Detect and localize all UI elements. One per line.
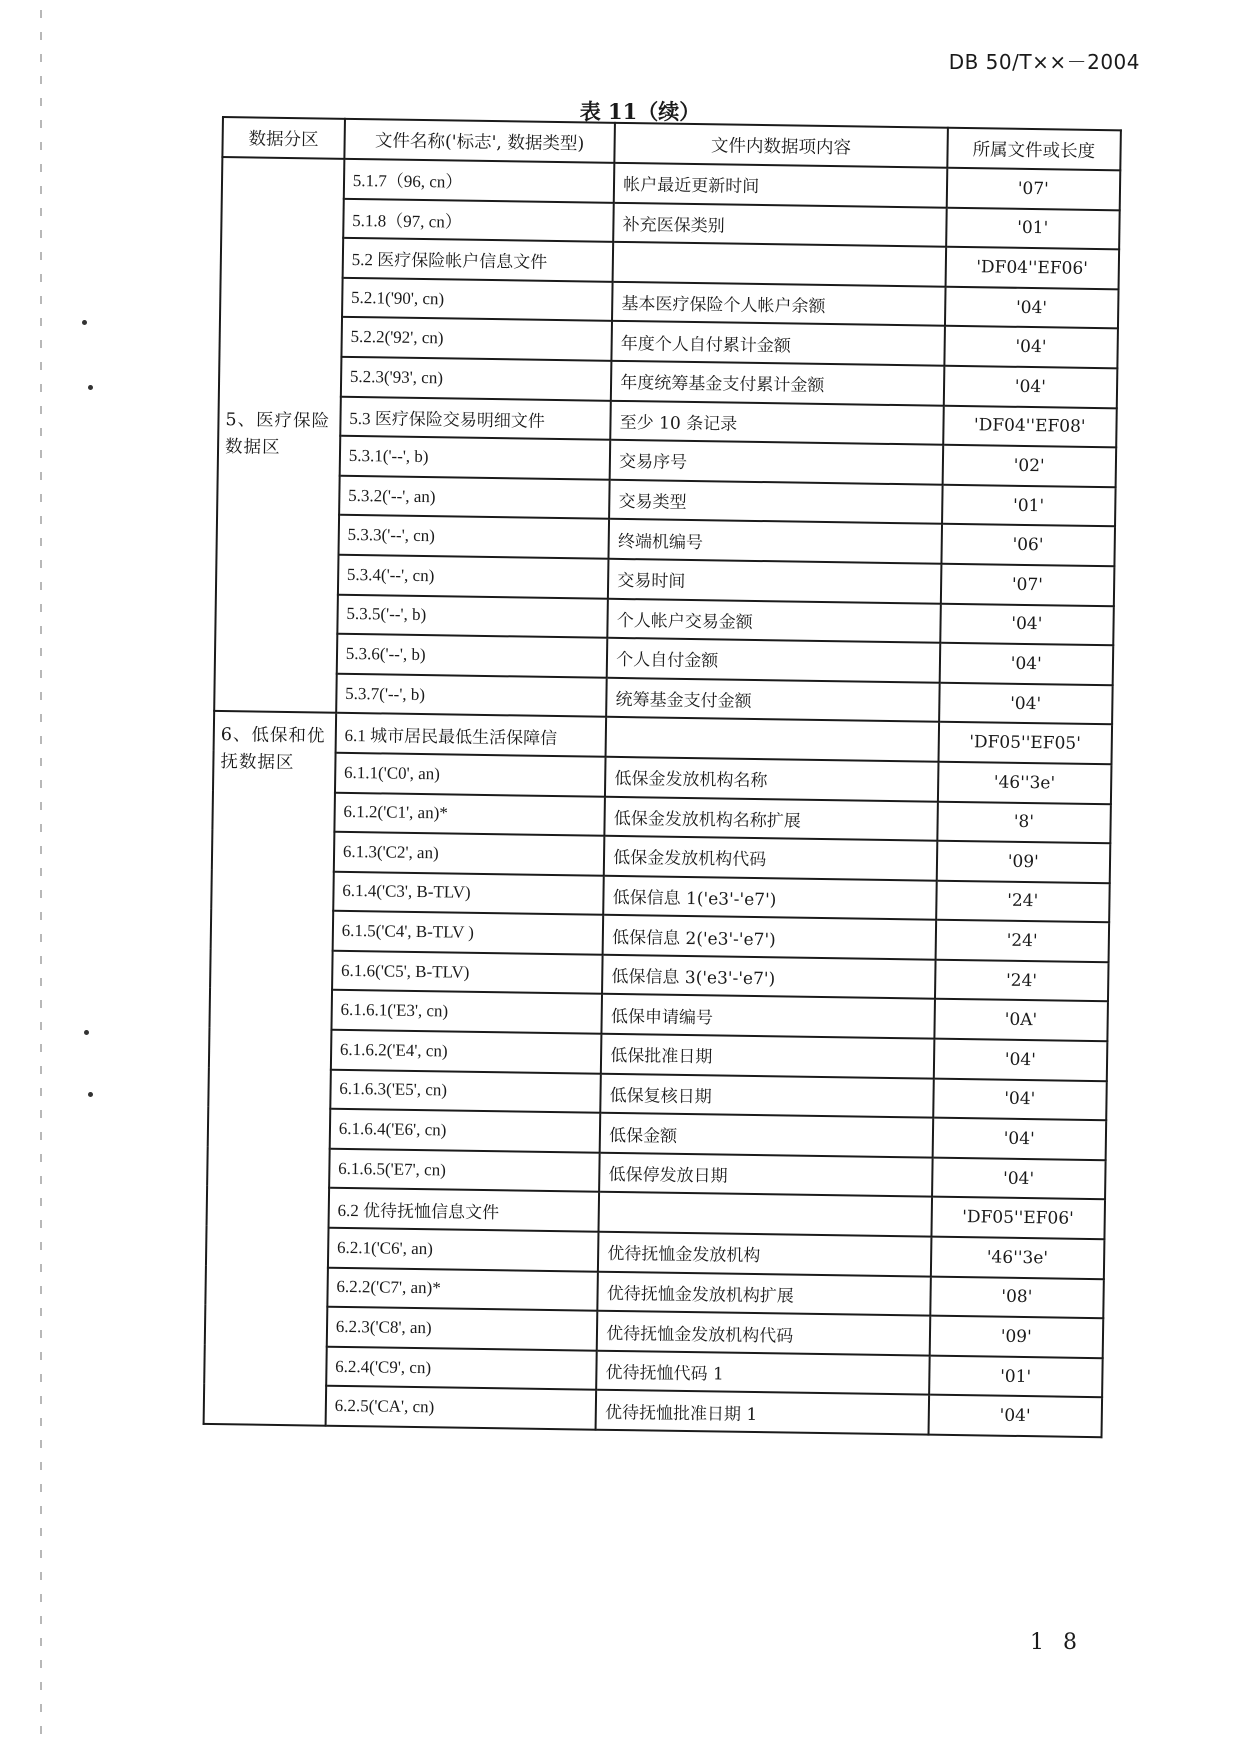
margin-dot (40, 1000, 42, 1008)
margin-dot (40, 1506, 42, 1514)
margin-dot (40, 670, 42, 678)
length-cell: '07' (940, 564, 1114, 606)
margin-dot (40, 296, 42, 304)
margin-dot (40, 362, 42, 370)
margin-dot (40, 1110, 42, 1118)
margin-dot (40, 1484, 42, 1492)
margin-dot (40, 1374, 42, 1382)
margin-dot (40, 252, 42, 260)
content-cell: 低保信息 2('e3'-'e7') (603, 915, 936, 960)
margin-dot (40, 1572, 42, 1580)
standard-code: DB 50/T××－2004 (948, 50, 1140, 74)
content-cell: 个人帐户交易金额 (608, 598, 941, 643)
column-header-length: 所属文件或长度 (947, 128, 1121, 171)
file-name-cell: 5.3.5('--', b) (337, 594, 608, 638)
length-cell: '04' (939, 682, 1113, 724)
length-cell: '46''3e' (937, 762, 1111, 804)
table-title: 表 11（续） (579, 99, 701, 124)
margin-dot (40, 1330, 42, 1338)
length-cell: '04' (939, 643, 1113, 685)
table-body (204, 157, 1121, 1437)
content-cell: 基本医疗保险个人帐户余额 (612, 282, 945, 327)
length-cell: '04' (932, 1118, 1106, 1160)
margin-dot (40, 1660, 42, 1668)
margin-dot (40, 956, 42, 964)
file-name-cell: 6.1.3('C2', an) (334, 832, 605, 876)
length-cell: '24' (935, 920, 1109, 962)
margin-dot (40, 1550, 42, 1558)
margin-dot (40, 208, 42, 216)
margin-dot (40, 802, 42, 810)
length-cell: 'DF04''EF08' (943, 405, 1117, 447)
content-cell (606, 717, 939, 762)
length-cell: 'DF05''EF06' (931, 1197, 1105, 1239)
length-cell: '02' (942, 445, 1116, 487)
content-cell (613, 242, 946, 287)
margin-dot (40, 604, 42, 612)
margin-dot (40, 1418, 42, 1426)
length-cell: '04' (932, 1157, 1106, 1199)
margin-dot (40, 1528, 42, 1536)
margin-dot (40, 428, 42, 436)
content-cell: 至少 10 条记录 (610, 400, 943, 445)
content-cell: 补充医保类别 (613, 202, 946, 247)
scan-speck (82, 320, 87, 325)
margin-dot (40, 1132, 42, 1140)
length-cell: '24' (935, 960, 1109, 1002)
margin-dot (40, 142, 42, 150)
content-cell: 低保金发放机构代码 (604, 836, 937, 881)
margin-dot (40, 1044, 42, 1052)
margin-dot (40, 1088, 42, 1096)
margin-dot (40, 736, 42, 744)
margin-dot (40, 824, 42, 832)
length-cell: '04' (933, 1039, 1107, 1081)
length-cell: '04' (933, 1078, 1107, 1120)
margin-dot (40, 1220, 42, 1228)
content-cell: 低保金发放机构名称 (605, 757, 938, 802)
margin-dot (40, 1682, 42, 1690)
margin-dot (40, 1022, 42, 1030)
file-name-cell: 5.2.3('93', cn) (341, 357, 612, 401)
file-name-cell: 6.2.4('C9', cn) (326, 1346, 597, 1390)
file-name-cell: 6.2.1('C6', an) (328, 1228, 599, 1272)
content-cell: 统筹基金支付金额 (606, 677, 939, 722)
margin-dot (40, 1286, 42, 1294)
length-cell: '8' (937, 801, 1111, 843)
margin-dot (40, 164, 42, 172)
scan-margin-dots (40, 0, 44, 1755)
file-name-cell: 5.1.7（96, cn） (344, 159, 615, 203)
content-cell: 优待抚恤代码 1 (596, 1351, 929, 1396)
file-name-cell: 6.1.5('C4', B-TLV ) (332, 911, 603, 955)
file-name-cell: 6.2.3('C8', an) (327, 1307, 598, 1351)
margin-dot (40, 560, 42, 568)
file-name-cell: 5.3 医疗保险交易明细文件 (340, 396, 611, 440)
length-cell: '04' (943, 366, 1117, 408)
margin-dot (40, 538, 42, 546)
margin-dot (40, 1726, 42, 1734)
file-name-cell: 6.1.6.4('E6', cn) (329, 1109, 600, 1153)
file-name-cell: 5.2.2('92', cn) (341, 317, 612, 361)
length-cell: '24' (936, 880, 1110, 922)
margin-dot (40, 186, 42, 194)
length-cell: '09' (936, 841, 1110, 883)
margin-dot (40, 472, 42, 480)
length-cell: '01' (942, 484, 1116, 526)
file-name-cell: 6.2.5('CA', cn) (325, 1386, 596, 1430)
file-name-cell: 6.1.6('C5', B-TLV) (332, 951, 603, 995)
data-zone-cell (214, 157, 344, 713)
file-name-cell: 5.3.2('--', an) (339, 476, 610, 520)
margin-dot (40, 1462, 42, 1470)
margin-dot (40, 692, 42, 700)
content-cell: 帐户最近更新时间 (614, 163, 947, 208)
content-cell: 优待抚恤批准日期 1 (596, 1390, 929, 1435)
margin-dot (40, 516, 42, 524)
content-cell: 终端机编号 (609, 519, 942, 564)
margin-dot (40, 76, 42, 84)
margin-dot (40, 1066, 42, 1074)
margin-dot (40, 1308, 42, 1316)
margin-dot (40, 450, 42, 458)
content-cell: 优待抚恤金发放机构扩展 (598, 1271, 931, 1316)
column-header-content: 文件内数据项内容 (615, 123, 948, 168)
length-cell: '06' (941, 524, 1115, 566)
margin-dot (40, 868, 42, 876)
margin-dot (40, 1396, 42, 1404)
file-name-cell: 5.3.6('--', b) (337, 634, 608, 678)
content-cell: 低保信息 3('e3'-'e7') (602, 955, 935, 1000)
file-name-cell: 6.2.2('C7', an)* (327, 1267, 598, 1311)
content-cell: 低保金发放机构名称扩展 (605, 796, 938, 841)
content-cell: 优待抚恤金发放机构 (598, 1232, 931, 1277)
margin-dot (40, 890, 42, 898)
scan-speck (88, 1092, 93, 1097)
file-name-cell: 5.2 医疗保险帐户信息文件 (342, 238, 613, 282)
margin-dot (40, 1198, 42, 1206)
margin-dot (40, 340, 42, 348)
content-cell: 低保信息 1('e3'-'e7') (603, 875, 936, 920)
file-name-cell: 6.1.6.2('E4', cn) (331, 1030, 602, 1074)
content-cell: 年度统筹基金支付累计金额 (611, 361, 944, 406)
length-cell: '07' (946, 168, 1120, 210)
margin-dot (40, 1242, 42, 1250)
content-cell: 交易时间 (608, 559, 941, 604)
margin-dot (40, 1352, 42, 1360)
margin-dot (40, 1154, 42, 1162)
margin-dot (40, 10, 42, 18)
margin-dot (40, 1176, 42, 1184)
margin-dot (40, 714, 42, 722)
margin-dot (40, 626, 42, 634)
page-number: 1 8 (1030, 1630, 1083, 1655)
margin-dot (40, 406, 42, 414)
margin-dot (40, 978, 42, 986)
content-cell: 低保停发放日期 (599, 1153, 932, 1198)
margin-dot (40, 912, 42, 920)
margin-dot (40, 1616, 42, 1624)
content-cell: 个人自付金额 (607, 638, 940, 683)
length-cell: '0A' (934, 999, 1108, 1041)
length-cell: '04' (945, 287, 1119, 329)
margin-dot (40, 780, 42, 788)
margin-dot (40, 318, 42, 326)
margin-dot (40, 54, 42, 62)
length-cell: '01' (929, 1355, 1103, 1397)
margin-dot (40, 846, 42, 854)
column-header-file-name: 文件名称('标志', 数据类型) (344, 119, 615, 163)
file-name-cell: 6.1.1('C0', an) (335, 753, 606, 797)
scan-speck (88, 385, 93, 390)
margin-dot (40, 494, 42, 502)
content-cell: 优待抚恤金发放机构代码 (597, 1311, 930, 1356)
data-zone-cell (204, 711, 336, 1425)
length-cell: '08' (930, 1276, 1104, 1318)
length-cell: '01' (946, 207, 1120, 249)
file-name-cell: 6.1.2('C1', an)* (334, 792, 605, 836)
margin-dot (40, 230, 42, 238)
content-cell: 交易序号 (610, 440, 943, 485)
file-name-cell: 5.3.3('--', cn) (338, 515, 609, 559)
content-cell: 低保申请编号 (602, 994, 935, 1039)
file-name-cell: 6.1.6.5('E7', cn) (329, 1149, 600, 1193)
file-name-cell: 5.1.8（97, cn） (343, 198, 614, 242)
column-header-zone: 数据分区 (222, 117, 344, 159)
content-cell: 交易类型 (609, 480, 942, 525)
content-cell: 年度个人自付累计金额 (612, 321, 945, 366)
content-cell: 低保批准日期 (601, 1034, 934, 1079)
length-cell: '04' (940, 603, 1114, 645)
margin-dot (40, 274, 42, 282)
file-name-cell: 5.3.4('--', cn) (338, 555, 609, 599)
content-cell (599, 1192, 932, 1237)
margin-dot (40, 582, 42, 590)
file-name-cell: 6.2 优待抚恤信息文件 (328, 1188, 599, 1232)
margin-dot (40, 934, 42, 942)
data-table (203, 116, 1122, 1438)
file-name-cell: 6.1.4('C3', B-TLV) (333, 871, 604, 915)
margin-dot (40, 758, 42, 766)
file-name-cell: 5.3.7('--', b) (336, 673, 607, 717)
file-name-cell: 5.2.1('90', cn) (342, 278, 613, 322)
scan-speck (84, 1030, 89, 1035)
margin-dot (40, 1264, 42, 1272)
margin-dot (40, 384, 42, 392)
content-cell: 低保复核日期 (600, 1073, 933, 1118)
margin-dot (40, 1638, 42, 1646)
length-cell: '04' (928, 1395, 1102, 1437)
data-zone-label: 5、医疗保险数据区 (224, 410, 331, 459)
length-cell: '46''3e' (930, 1237, 1104, 1279)
file-name-cell: 6.1.6.3('E5', cn) (330, 1069, 601, 1113)
length-cell: 'DF04''EF06' (945, 247, 1119, 289)
data-zone-label: 6、低保和优抚数据区 (220, 725, 326, 774)
length-cell: 'DF05''EF05' (938, 722, 1112, 764)
margin-dot (40, 648, 42, 656)
content-cell: 低保金额 (600, 1113, 933, 1158)
margin-dot (40, 1704, 42, 1712)
margin-dot (40, 1440, 42, 1448)
file-name-cell: 6.1.6.1('E3', cn) (331, 990, 602, 1034)
length-cell: '09' (929, 1316, 1103, 1358)
file-name-cell: 5.3.1('--', b) (339, 436, 610, 480)
length-cell: '04' (944, 326, 1118, 368)
file-name-cell: 6.1 城市居民最低生活保障信 (335, 713, 606, 757)
margin-dot (40, 1594, 42, 1602)
margin-dot (40, 32, 42, 40)
data-table-wrapper (203, 116, 1132, 1438)
